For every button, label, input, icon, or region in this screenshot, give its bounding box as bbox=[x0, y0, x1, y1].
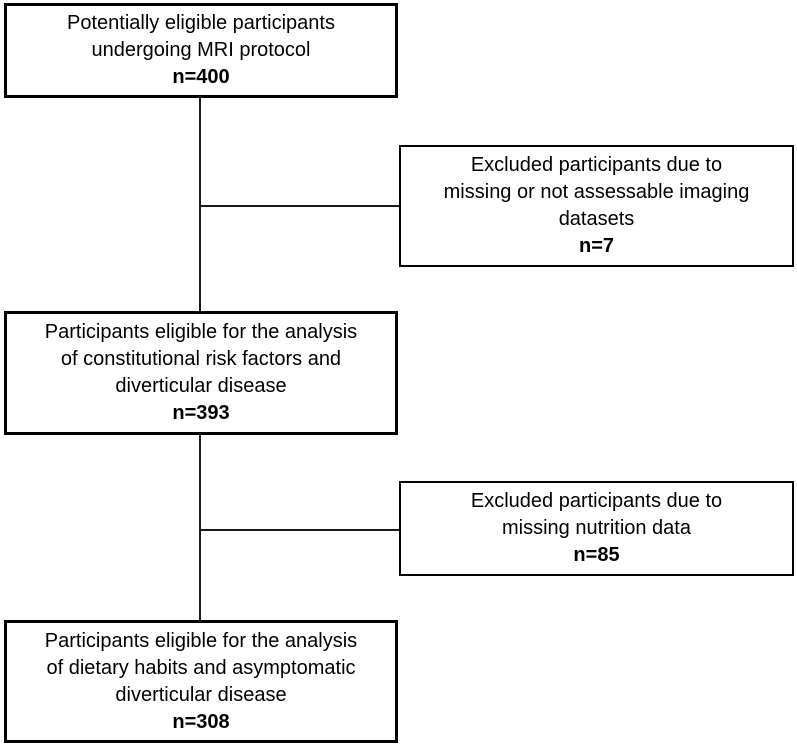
flow-box-eligible-mri-count: n=400 bbox=[172, 66, 230, 88]
connector-branch-excluded-nutrition bbox=[200, 529, 399, 531]
flow-box-eligible-constitutional bbox=[4, 311, 398, 435]
flow-box-eligible-mri-text: Potentially eligible participants undergoing MRI protocol bbox=[67, 12, 335, 61]
flow-box-excluded-nutrition bbox=[399, 481, 794, 576]
flow-box-excluded-nutrition-count: n=85 bbox=[573, 544, 620, 566]
flow-box-eligible-constitutional-count: n=393 bbox=[172, 402, 230, 424]
flow-box-excluded-imaging-count: n=7 bbox=[578, 235, 615, 257]
connector-vertical-bottom bbox=[199, 435, 201, 620]
connector-branch-excluded-imaging bbox=[200, 205, 399, 207]
flow-box-excluded-imaging bbox=[399, 145, 794, 267]
flow-box-eligible-dietary-count: n=308 bbox=[172, 710, 230, 733]
flow-box-eligible-dietary-text: Participants eligible for the analysis of dietary habits and asymptomatic diverticular disease bbox=[44, 629, 358, 706]
flow-box-eligible-constitutional-text: Participants eligible for the analysis of constitutional risk factors and diverticular disease bbox=[44, 321, 358, 397]
flow-box-eligible-dietary bbox=[4, 620, 398, 743]
flow-box-excluded-nutrition-text: Excluded participants due to missing nutrition data bbox=[470, 490, 723, 539]
flow-box-excluded-imaging-text: Excluded participants due to missing or not assessable imaging datasets bbox=[443, 154, 750, 230]
flow-box-eligible-mri bbox=[4, 3, 398, 98]
